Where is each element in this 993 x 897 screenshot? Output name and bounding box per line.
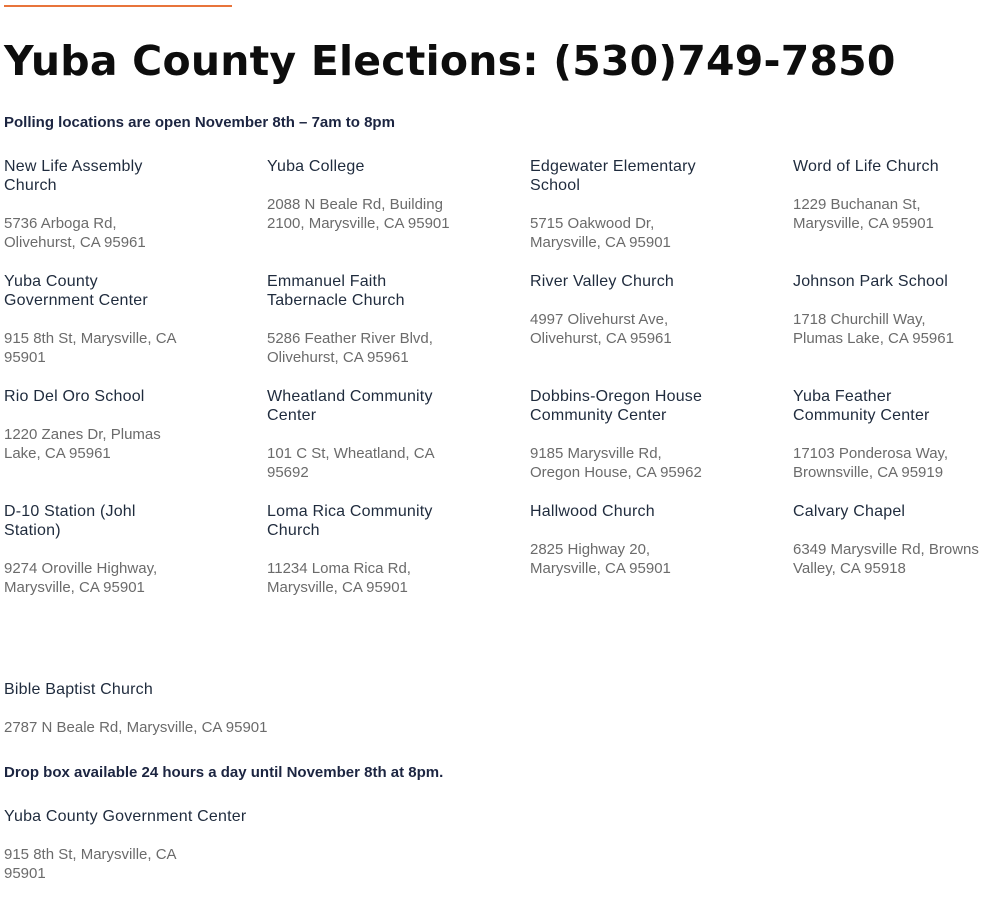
page-title: Yuba County Elections: (530)749-7850 xyxy=(4,37,896,85)
location-name: Loma Rica Community Church xyxy=(267,503,433,539)
location-address: 101 C St, Wheatland, CA 95692 xyxy=(267,445,434,481)
location-item xyxy=(267,386,530,482)
accent-divider xyxy=(4,5,232,7)
location-item xyxy=(267,271,530,367)
location-name: Wheatland Community Center xyxy=(267,388,433,424)
location-item xyxy=(267,501,530,597)
location-address: 6349 Marysville Rd, Browns Valley, CA 95918 xyxy=(793,541,979,577)
location-item xyxy=(793,271,993,367)
location-address: 915 8th St, Marysville, CA 95901 xyxy=(4,330,176,366)
location-name: Bible Baptist Church xyxy=(4,681,153,698)
location-item xyxy=(530,156,793,252)
location-name: Hallwood Church xyxy=(530,503,655,520)
dropbox-location xyxy=(4,806,324,883)
location-address: 9274 Oroville Highway, Marysville, CA 95901 xyxy=(4,560,158,596)
location-item xyxy=(793,501,993,597)
location-item xyxy=(4,386,267,482)
location-name: Yuba College xyxy=(267,158,365,175)
location-name: Calvary Chapel xyxy=(793,503,906,520)
location-item xyxy=(4,679,324,737)
location-address: 5715 Oakwood Dr, Marysville, CA 95901 xyxy=(530,215,671,251)
location-name: Dobbins-Oregon House Community Center xyxy=(530,388,703,424)
location-address: 1229 Buchanan St, Marysville, CA 95901 xyxy=(793,196,934,232)
location-name: Emmanuel Faith Tabernacle Church xyxy=(267,273,405,309)
location-address: 4997 Olivehurst Ave, Olivehurst, CA 95961 xyxy=(530,311,672,347)
location-address: 2825 Highway 20, Marysville, CA 95901 xyxy=(530,541,671,577)
location-item xyxy=(530,501,793,597)
location-item xyxy=(793,386,993,482)
location-item xyxy=(267,156,530,252)
location-name: Johnson Park School xyxy=(793,273,949,290)
location-name: River Valley Church xyxy=(530,273,674,290)
location-name: Rio Del Oro School xyxy=(4,388,145,405)
location-item xyxy=(530,386,793,482)
dropbox-location-name: Yuba County Government Center xyxy=(4,808,247,825)
polling-hours-note: Polling locations are open November 8th – 7am to 8pm xyxy=(4,114,395,131)
location-name: Word of Life Church xyxy=(793,158,939,175)
dropbox-location-address: 915 8th St, Marysville, CA 95901 xyxy=(4,846,176,882)
location-item xyxy=(4,271,267,367)
dropbox-note: Drop box available 24 hours a day until November 8th at 8pm. xyxy=(4,764,444,781)
location-address: 9185 Marysville Rd, Oregon House, CA 95962 xyxy=(530,445,702,481)
location-address: 1220 Zanes Dr, Plumas Lake, CA 95961 xyxy=(4,426,161,462)
location-item xyxy=(4,501,267,597)
location-address: 5736 Arboga Rd, Olivehurst, CA 95961 xyxy=(4,215,146,251)
location-address: 2088 N Beale Rd, Building 2100, Marysville, CA 95901 xyxy=(267,196,450,232)
location-item xyxy=(530,271,793,367)
location-item xyxy=(793,156,993,252)
location-name: Yuba County Government Center xyxy=(4,273,148,309)
location-address: 1718 Churchill Way, Plumas Lake, CA 95961 xyxy=(793,311,954,347)
location-address: 5286 Feather River Blvd, Olivehurst, CA 95961 xyxy=(267,330,433,366)
location-name: Yuba Feather Community Center xyxy=(793,388,930,424)
location-name: D-10 Station (Johl Station) xyxy=(4,503,136,539)
location-item xyxy=(4,156,267,252)
location-address: 2787 N Beale Rd, Marysville, CA 95901 xyxy=(4,719,268,736)
polling-locations-grid xyxy=(4,156,993,616)
location-name: New Life Assembly Church xyxy=(4,158,143,194)
location-name: Edgewater Elementary School xyxy=(530,158,696,194)
location-address: 11234 Loma Rica Rd, Marysville, CA 95901 xyxy=(267,560,411,596)
location-address: 17103 Ponderosa Way, Brownsville, CA 95919 xyxy=(793,445,949,481)
